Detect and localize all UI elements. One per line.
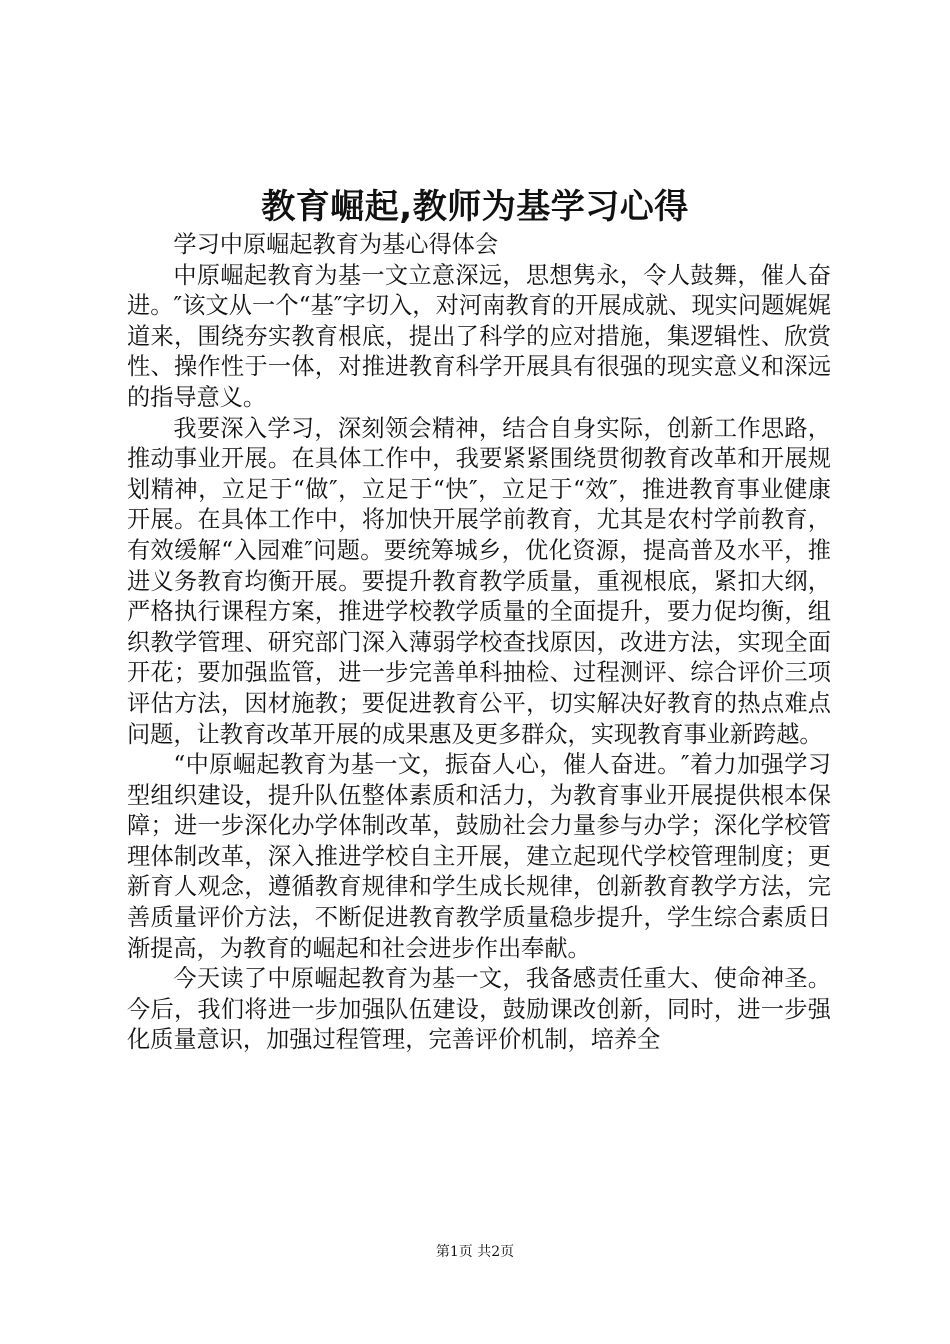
paragraph: 今天读了中原崛起教育为基一文，我备感责任重大、使命神圣。今后，我们将进一步加强队伍建设，鼓励课改创新，同时，进一步强化质量意识，加强过程管理，完善评价机制，培养全	[127, 965, 831, 1054]
document-body	[127, 230, 831, 1056]
paragraph: “中原崛起教育为基一文，振奋人心，催人奋进。″着力加强学习型组织建设，提升队伍整体素质和活力，为教育事业开展提供根本保障；进一步深化办学体制改革，鼓励社会力量参与办学；深化学校管理体制改革，深入推进学校自主开展，建立起现代学校管理制度；更新育人观念，遵循教育规律和学生成长规律，创新教育教学方法，完善质量评价方法，不断促进教育教学质量稳步提升，学生综合素质日渐提高，为教育的崛起和社会进步作出奉献。	[127, 751, 831, 962]
paragraph-subtitle: 学习中原崛起教育为基心得体会	[173, 231, 499, 258]
document-title: 教育崛起,教师为基学习心得	[261, 187, 689, 227]
page-footer: 第1页 共2页	[435, 1244, 515, 1260]
paragraph: 中原崛起教育为基一文立意深远，思想隽永，令人鼓舞，催人奋进。″该文从一个“基″字切入，对河南教育的开展成就、现实问题娓娓道来，围绕夯实教育根底，提出了科学的应对措施，集逻辑性、欣赏性、操作性于一体，对推进教育科学开展具有很强的现实意义和深远的指导意义。	[127, 261, 831, 411]
paragraph: 我要深入学习，深刻领会精神，结合自身实际，创新工作思路，推动事业开展。在具体工作中，我要紧紧围绕贯彻教育改革和开展规划精神，立足于“做″，立足于“快″，立足于“效″，推进教育事业健康开展。在具体工作中，将加快开展学前教育，尤其是农村学前教育，有效缓解“入园难″问题。要统筹城乡，优化资源，提高普及水平，推进义务教育均衡开展。要提升教育教学质量，重视根底，紧扣大纲，严格执行课程方案，推进学校教学质量的全面提升，要力促均衡，组织教学管理、研究部门深入薄弱学校查找原因，改进方法，实现全面开花；要加强监管，进一步完善单科抽检、过程测评、综合评价三项评估方法，因材施教；要促进教育公平，切实解决好教育的热点难点问题，让教育改革开展的成果惠及更多群众，实现教育事业新跨越。	[127, 414, 831, 748]
